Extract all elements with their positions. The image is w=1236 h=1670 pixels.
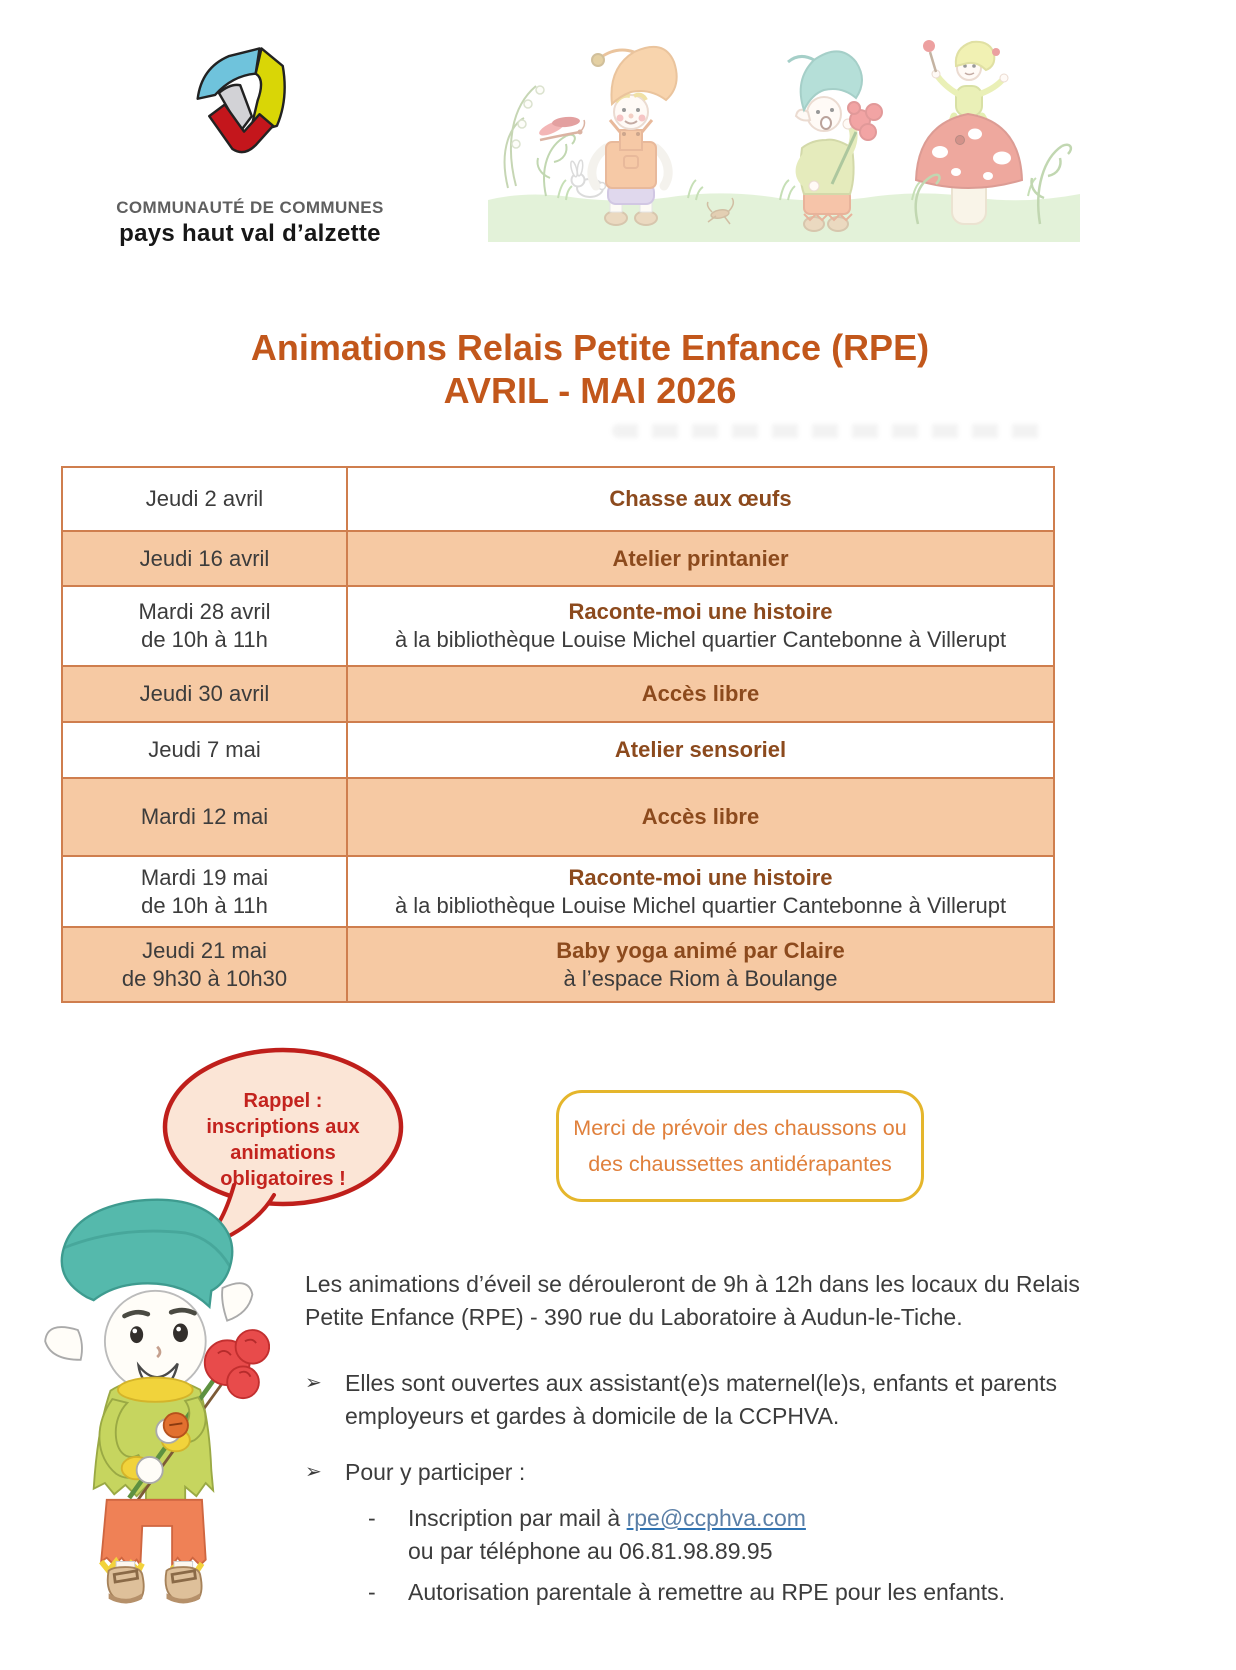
event-cell (348, 779, 1053, 855)
table-row (63, 777, 1053, 855)
reminder-line3: animations (230, 1142, 336, 1164)
date-cell (63, 532, 348, 585)
schedule-table (61, 466, 1055, 1003)
date-cell (63, 723, 348, 777)
event-cell (348, 723, 1053, 777)
event-title: Chasse aux œufs (609, 486, 792, 511)
date-cell (63, 587, 348, 665)
time-text: de 10h à 11h (141, 627, 268, 652)
table-row (63, 530, 1053, 585)
table-row (63, 468, 1053, 530)
event-cell (348, 468, 1053, 530)
dash-bullet-icon: - (368, 1579, 376, 1605)
phone-text: ou par téléphone au 06.81.98.89.95 (408, 1538, 773, 1564)
arrow-bullet-icon: ➢ (305, 1372, 322, 1394)
dragonfly-illustration (537, 116, 584, 140)
reminder-line1: Rappel : (243, 1090, 323, 1112)
event-title: Baby yoga animé par Claire (556, 937, 845, 963)
page-title (0, 326, 1180, 412)
bullet-item-audience (305, 1367, 1105, 1433)
table-row (63, 665, 1053, 721)
event-detail: à la bibliothèque Louise Michel quartier Cantebonne à Villerupt (394, 627, 1007, 652)
table-row (63, 721, 1053, 777)
event-cell (348, 587, 1053, 665)
event-detail: à la bibliothèque Louise Michel quartier Cantebonne à Villerupt (394, 892, 1007, 918)
table-row (63, 855, 1053, 926)
slippers-notice-box (556, 1090, 924, 1202)
scan-smudge (612, 424, 1052, 438)
date-cell (63, 667, 348, 721)
date-cell (63, 779, 348, 855)
table-row (63, 585, 1053, 665)
time-text: de 10h à 11h (141, 892, 268, 918)
date-cell (63, 928, 348, 1001)
event-title: Raconte-moi une histoire (568, 599, 833, 624)
inscription-prefix: Inscription par mail à (408, 1505, 627, 1531)
date-cell (63, 857, 348, 926)
date-text: Jeudi 16 avril (139, 545, 270, 571)
event-cell (348, 928, 1053, 1001)
bullet-audience-text: Elles sont ouvertes aux assistant(e)s maternel(le)s, enfants et parents employeurs et gardes à domicile de la CCPHVA. (345, 1370, 1058, 1429)
ccphva-logo-icon (188, 40, 304, 172)
notice-line2: des chaussettes antidérapantes (588, 1152, 892, 1176)
event-cell (348, 532, 1053, 585)
notice-line1: Merci de prévoir des chaussons ou (573, 1116, 907, 1140)
bullet-participate-text: Pour y participer : (345, 1459, 526, 1485)
bullet-item-participate (305, 1456, 1105, 1489)
event-title: Raconte-moi une histoire (568, 864, 833, 890)
elf-flowers-illustration (35, 1190, 270, 1610)
date-text: Mardi 28 avril (138, 599, 271, 624)
autorisation-text: Autorisation parentale à remettre au RPE pour les enfants. (408, 1579, 1006, 1605)
event-cell (348, 857, 1053, 926)
sub-item-inscription (368, 1502, 1105, 1568)
date-text: Jeudi 30 avril (139, 681, 270, 706)
garden-elves-illustration (488, 28, 1080, 242)
sub-item-autorisation (368, 1576, 1105, 1609)
date-text: Jeudi 7 mai (148, 737, 261, 762)
logo-caption-line1: COMMUNAUTÉ DE COMMUNES (116, 198, 384, 217)
event-cell (348, 667, 1053, 721)
date-cell (63, 468, 348, 530)
page-title-line2: AVRIL - MAI 2026 (443, 370, 737, 411)
reminder-line2: inscriptions aux (206, 1116, 360, 1138)
event-title: Accès libre (641, 681, 760, 706)
event-detail: à l’espace Riom à Boulange (563, 965, 838, 991)
logo-caption-line2: pays haut val d’alzette (119, 220, 381, 247)
dash-bullet-icon: - (368, 1505, 376, 1531)
table-row (63, 926, 1053, 1001)
event-title: Atelier printanier (612, 545, 789, 571)
inscription-text (408, 1502, 806, 1568)
rabbit-illustration (570, 160, 606, 197)
reminder-line4: obligatoires ! (220, 1168, 346, 1190)
page-title-line1: Animations Relais Petite Enfance (RPE) (250, 327, 930, 368)
date-text: Jeudi 2 avril (145, 486, 264, 511)
date-text: Mardi 12 mai (140, 804, 269, 829)
reminder-text (170, 1088, 396, 1192)
arrow-bullet-icon: ➢ (305, 1461, 322, 1483)
event-title: Accès libre (641, 804, 760, 829)
date-text: Mardi 19 mai (140, 864, 269, 890)
info-block (305, 1268, 1105, 1609)
email-link[interactable]: rpe@ccphva.com (626, 1505, 806, 1531)
date-text: Jeudi 21 mai (142, 937, 267, 963)
intro-paragraph: Les animations d’éveil se dérouleront de 9h à 12h dans les locaux du Relais Petite Enfance (RPE) - 390 rue du Laboratoire à Audun-le-Tiche. (305, 1271, 1080, 1330)
time-text: de 9h30 à 10h30 (121, 965, 288, 991)
event-title: Atelier sensoriel (614, 737, 787, 762)
